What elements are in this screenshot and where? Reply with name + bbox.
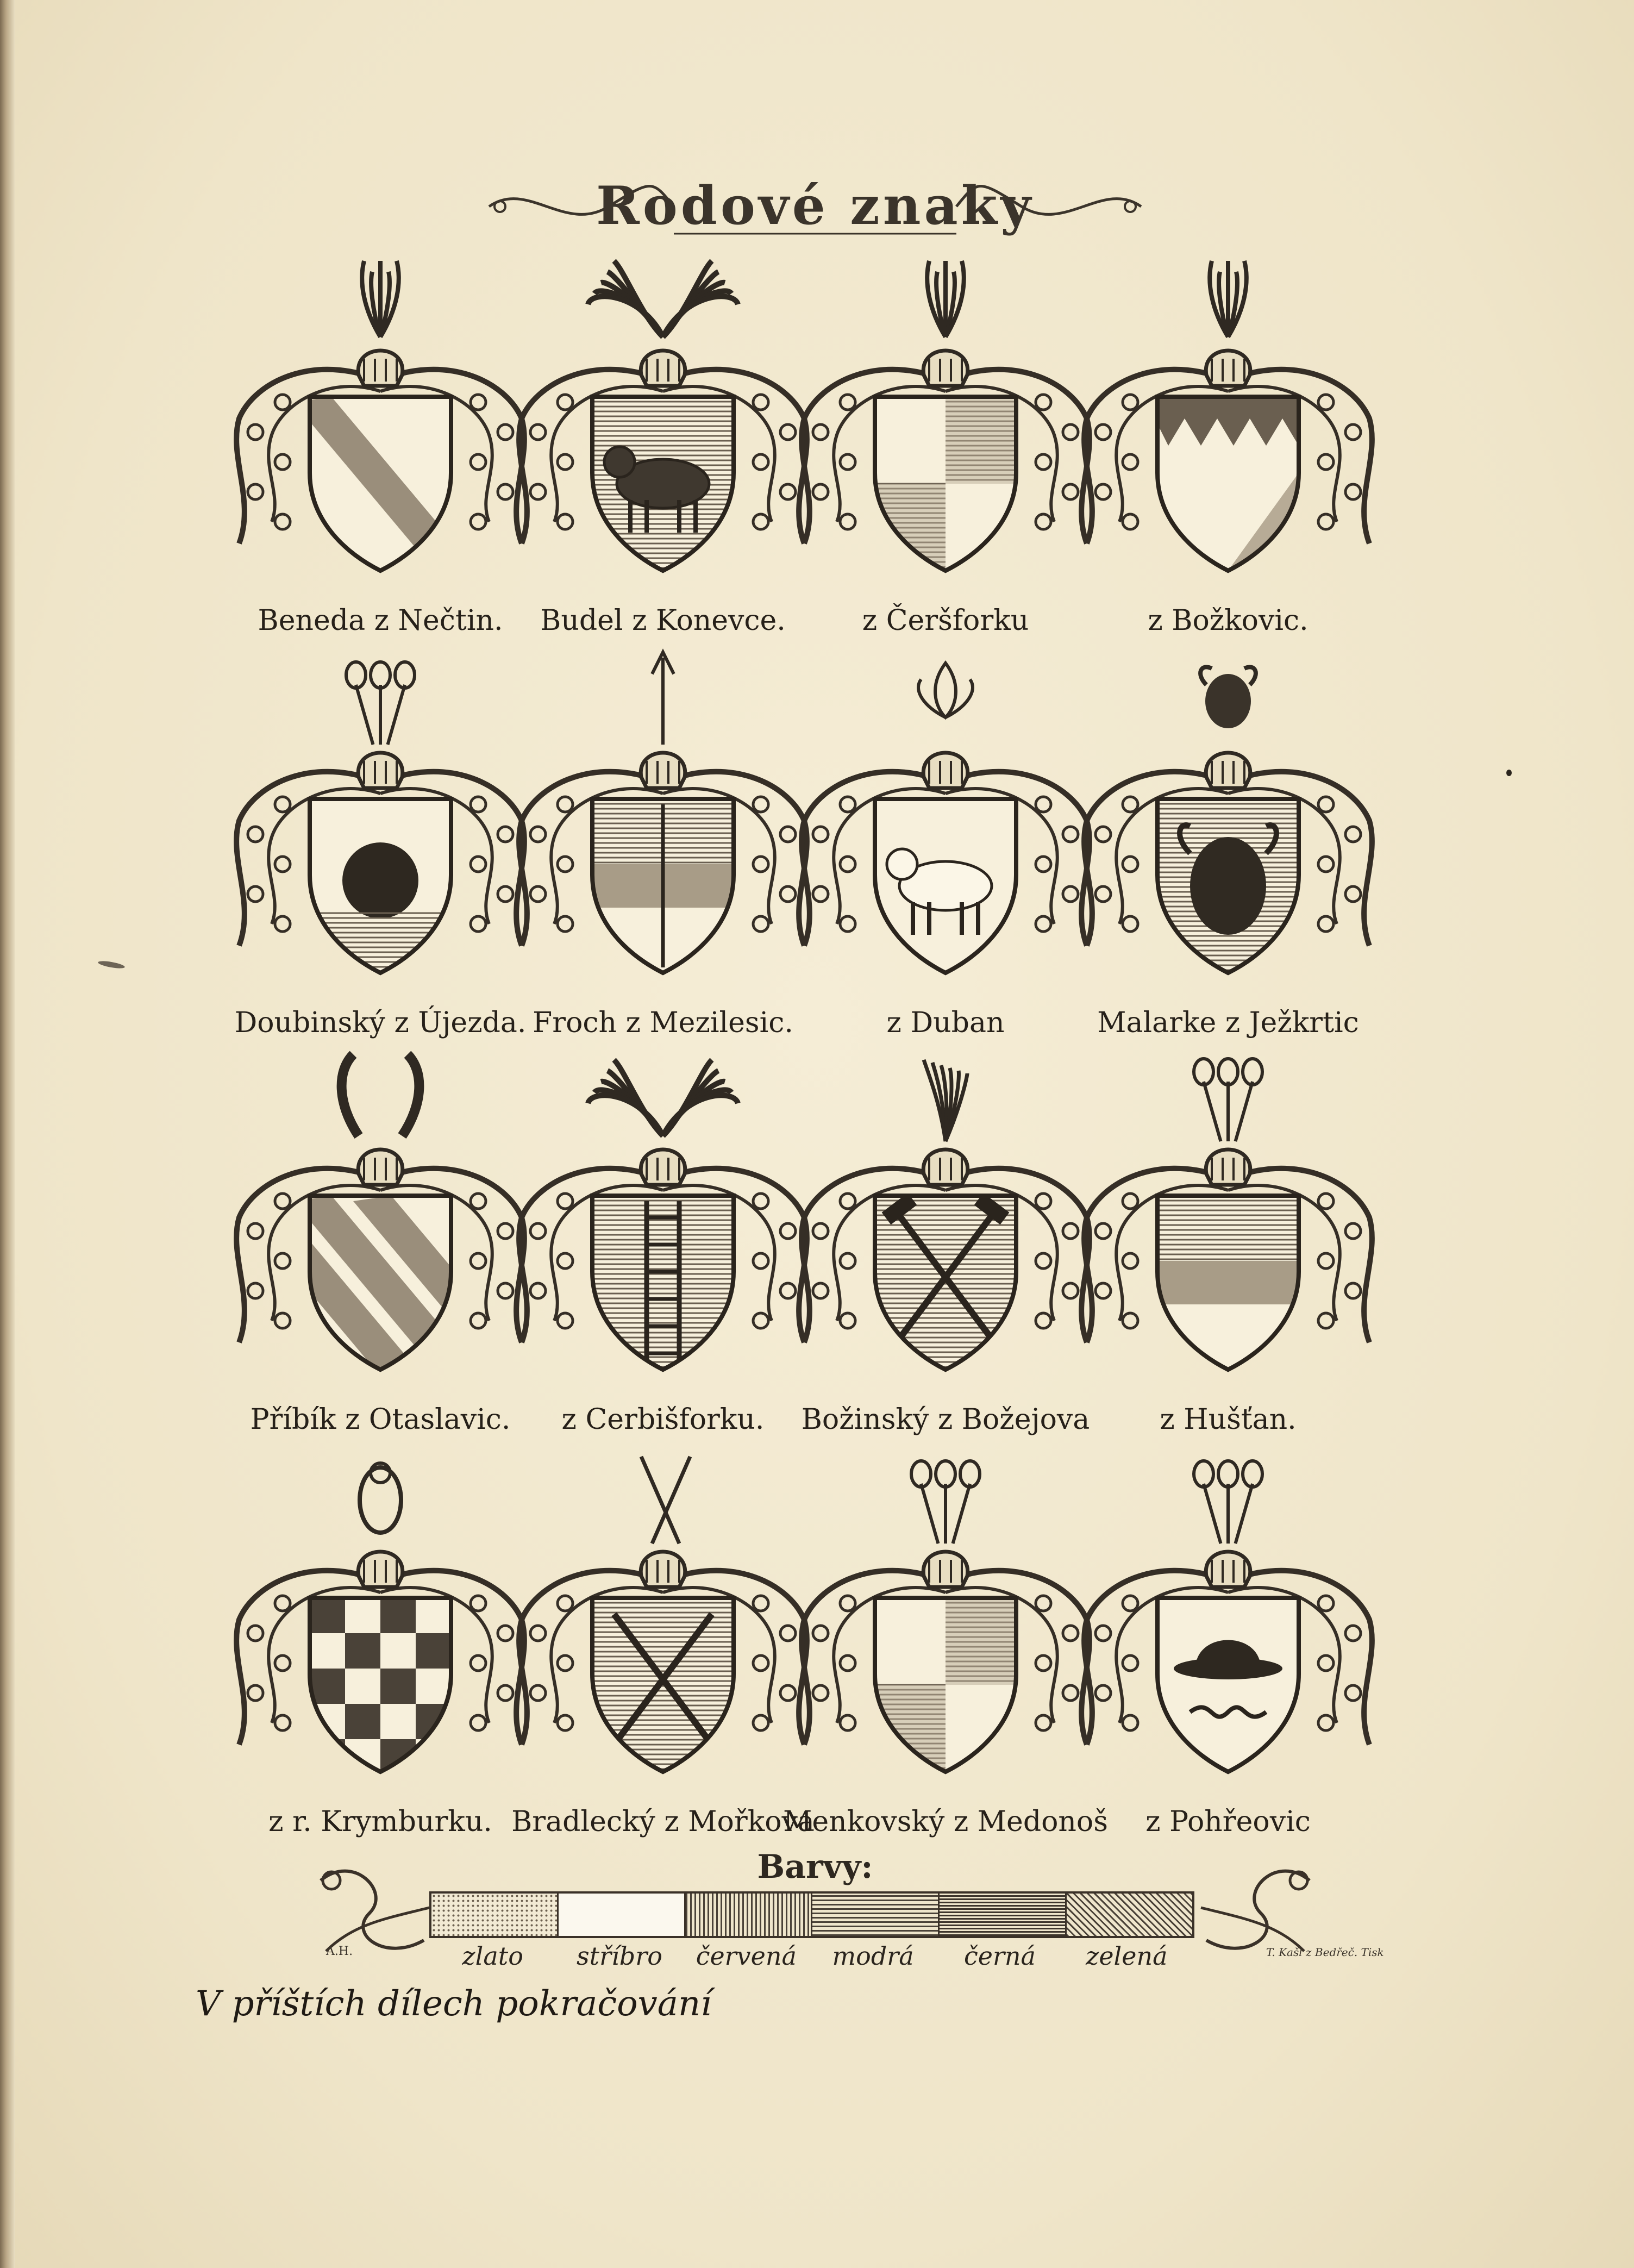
ink-dot bbox=[1506, 770, 1512, 776]
legend-label-black: černá bbox=[963, 1941, 1036, 1971]
shield-ladder bbox=[592, 1196, 734, 1372]
crest-plumes bbox=[346, 662, 415, 788]
shield-lamb bbox=[875, 799, 1016, 973]
arms-caption: Beneda z Nečtin. bbox=[258, 604, 503, 637]
engraver-mark: A.H. bbox=[326, 1945, 353, 1958]
arms-illustration bbox=[1049, 1440, 1407, 1799]
legend-label-silver: stříbro bbox=[577, 1941, 662, 1971]
shield-checky bbox=[310, 1598, 451, 1775]
arms-illustration bbox=[1049, 1038, 1407, 1397]
arms-caption: Malarke z Ježkrtic bbox=[1097, 1007, 1359, 1039]
arms-illustration bbox=[1049, 239, 1407, 598]
shield-moor-head bbox=[310, 799, 451, 977]
crest-horns bbox=[342, 1054, 420, 1185]
arms-caption: z Čeršforku bbox=[862, 604, 1029, 637]
arms-caption: z Pohřeovic bbox=[1145, 1805, 1311, 1838]
legend-label-blue: modrá bbox=[832, 1941, 914, 1971]
shield-bend bbox=[293, 397, 473, 571]
coat-of-arms bbox=[1049, 641, 1407, 1054]
ink-smudge bbox=[98, 960, 126, 970]
arms-caption: z Božkovic. bbox=[1148, 604, 1309, 637]
crest-bull-head bbox=[1200, 667, 1256, 788]
arms-caption: Budel z Konevce. bbox=[540, 604, 786, 637]
arms-caption: z Duban bbox=[886, 1007, 1005, 1039]
arms-caption: Doubinský z Újezda. bbox=[234, 1007, 527, 1039]
legend-title: Barvy: bbox=[757, 1848, 873, 1886]
arms-caption: z Hušťan. bbox=[1160, 1403, 1297, 1436]
crest-plumes bbox=[911, 1461, 980, 1587]
arms-caption: Bradlecký z Mořkova bbox=[511, 1805, 815, 1838]
legend-labels bbox=[429, 1941, 1190, 1971]
color-legend-bar bbox=[429, 1891, 1194, 1938]
arms-caption: Božinský z Božejova bbox=[801, 1403, 1090, 1436]
coat-of-arms bbox=[1049, 1038, 1407, 1451]
legend-label-red: červená bbox=[696, 1941, 797, 1971]
crest-plume bbox=[923, 1060, 967, 1185]
swatch-silver bbox=[559, 1894, 686, 1936]
crest-arrow bbox=[641, 652, 685, 788]
arms-illustration bbox=[1049, 641, 1407, 1000]
swatch-gold bbox=[431, 1894, 559, 1936]
shield-quartered bbox=[875, 1598, 1016, 1777]
coat-of-arms bbox=[1049, 239, 1407, 652]
crest-helm-plume bbox=[923, 261, 967, 386]
crest-helm-plume bbox=[358, 261, 402, 386]
crest-plumes bbox=[1194, 1461, 1262, 1587]
page-title: Rodové znaky bbox=[596, 175, 1035, 236]
binding-edge bbox=[0, 0, 15, 2268]
shield-quartered bbox=[875, 397, 1016, 576]
shield-bull-head bbox=[1157, 799, 1299, 975]
arms-caption: Menkovský z Medonoš bbox=[783, 1805, 1108, 1838]
coat-of-arms bbox=[1049, 1440, 1407, 1853]
arms-caption: z r. Krymburku. bbox=[268, 1805, 492, 1838]
crest-helm-plume bbox=[1206, 261, 1250, 386]
arms-caption: Příbík z Otaslavic. bbox=[250, 1403, 511, 1436]
crest-fleur-de-lis bbox=[918, 663, 973, 788]
swatch-red bbox=[686, 1894, 813, 1936]
title-banner bbox=[478, 163, 1152, 250]
swatch-black bbox=[940, 1894, 1067, 1936]
continuation-note: V příštích dílech pokračování bbox=[196, 1984, 712, 2024]
arms-caption: z Cerbišforku. bbox=[561, 1403, 765, 1436]
arms-caption: Froch z Mezilesic. bbox=[533, 1007, 793, 1039]
legend-label-gold: zlato bbox=[462, 1941, 523, 1971]
legend-label-green: zelená bbox=[1086, 1941, 1168, 1971]
shield-hammers bbox=[875, 1193, 1016, 1372]
shield-beast bbox=[592, 397, 734, 573]
shield-hat bbox=[1157, 1598, 1299, 1772]
shield-dancetty bbox=[1157, 397, 1299, 576]
crest-beast bbox=[358, 1463, 402, 1587]
printer-mark: T. Kašl z Bedřeč. Tisk bbox=[1266, 1946, 1384, 1959]
crest-plumes bbox=[1194, 1059, 1262, 1185]
swatch-green bbox=[1067, 1894, 1192, 1936]
shield-fess bbox=[1157, 1196, 1299, 1370]
shield-fess-arrow bbox=[592, 799, 734, 973]
swatch-blue bbox=[812, 1894, 940, 1936]
crest-swords bbox=[641, 1457, 690, 1587]
shield-swords bbox=[592, 1598, 734, 1774]
